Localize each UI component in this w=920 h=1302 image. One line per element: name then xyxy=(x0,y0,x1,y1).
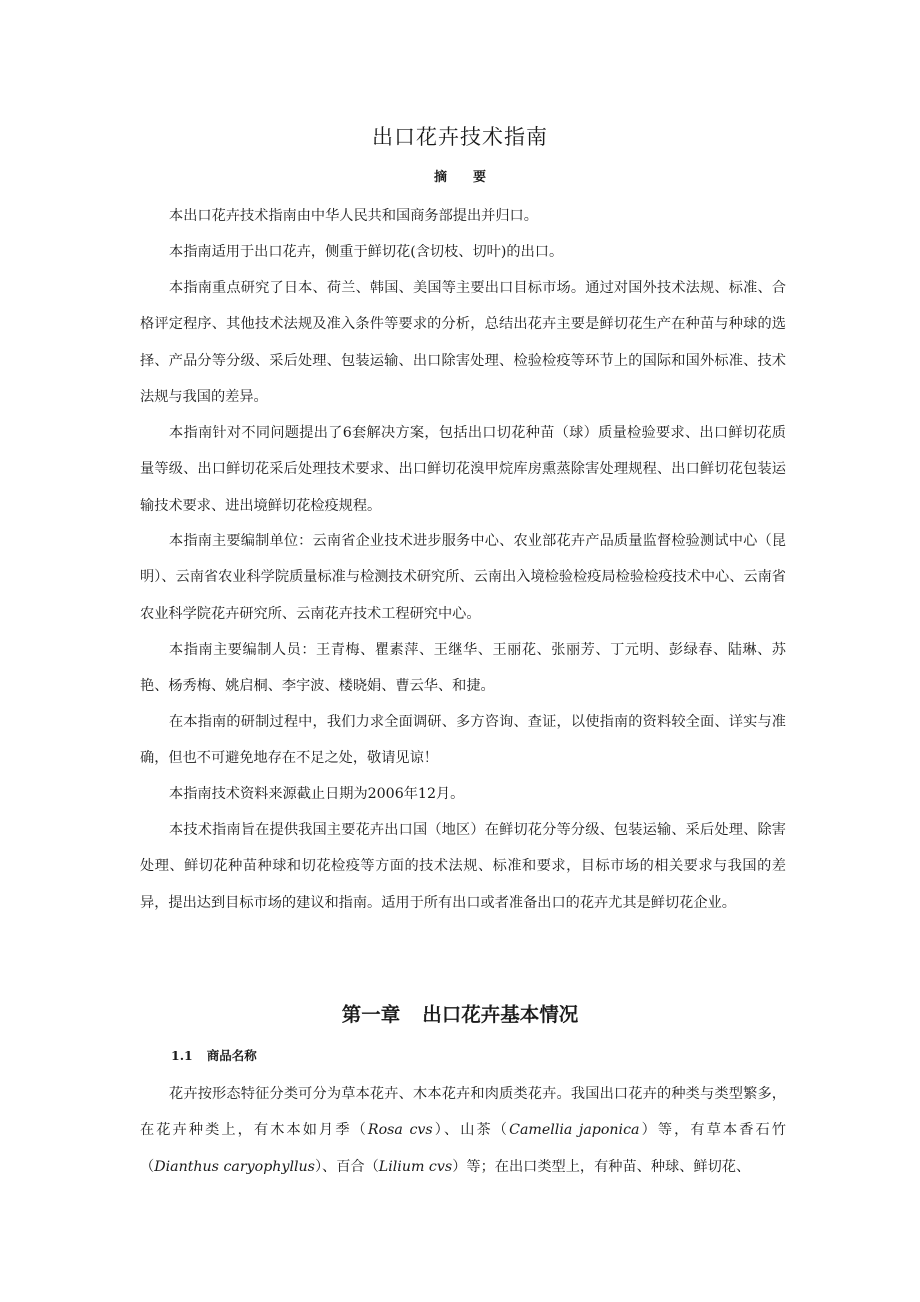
paragraph: 在本指南的研制过程中，我们力求全面调研、多方咨询、查证，以使指南的资料较全面、详实与准确，但也不可避免地存在不足之处，敬请见谅！ xyxy=(140,714,786,767)
species-name: Lilium cvs xyxy=(378,1158,453,1175)
paragraph: 本指南主要编制单位：云南省企业技术进步服务中心、农业部花卉产品质量监督检验测试中心（昆明）、云南省农业科学院质量标准与检测技术研究所、云南出入境检验检疫局检验检疫技术中心、云南省农业科学院花卉研究所、云南花卉技术工程研究中心。 xyxy=(140,533,786,622)
section-number: 1.1 xyxy=(171,1048,193,1063)
chapter-title xyxy=(0,998,920,1032)
paragraph: 本指南针对不同问题提出了6套解决方案，包括出口切花种苗（球）质量检验要求、出口鲜切花质量等级、出口鲜切花采后处理技术要求、出口鲜切花溴甲烷库房熏蒸除害处理规程、出口鲜切花包装运输技术要求、进出境鲜切花检疫规程。 xyxy=(140,425,786,514)
paragraph: 本指南重点研究了日本、荷兰、韩国、美国等主要出口目标市场。通过对国外技术法规、标准、合格评定程序、其他技术法规及准入条件等要求的分析，总结出花卉主要是鲜切花生产在种苗与种球的选择、产品分等分级、采后处理、包装运输、出口除害处理、检验检疫等环节上的国际和国外标准、技术法规与我国的差异。 xyxy=(140,280,786,406)
section-paragraph-intro: 花卉按形态特征分类可分为草本花卉、木本花卉和肉质类花卉。我国出口花卉的种类与类型繁多，在花卉种类上，有木本如月季（ xyxy=(140,1086,786,1139)
section-paragraph-text: ）、百合（ xyxy=(314,1158,379,1175)
chapter-number: 第一章 xyxy=(341,1003,401,1026)
paragraph: 本指南技术资料来源截止日期为2006年12月。 xyxy=(169,786,465,802)
paragraph: 本出口花卉技术指南由中华人民共和国商务部提出并归口。 xyxy=(169,208,538,224)
species-name: Dianthus caryophyllus xyxy=(154,1158,315,1175)
paragraph: 本指南适用于出口花卉，侧重于鲜切花(含切枝、切叶)的出口。 xyxy=(169,244,564,260)
section-name: 商品名称 xyxy=(206,1048,257,1063)
abstract-heading-part-1: 摘 xyxy=(433,170,447,185)
section-paragraph-text: ）等；在出口类型上，有种苗、种球、鲜切花、 xyxy=(452,1158,751,1175)
species-name: Camellia japonica xyxy=(509,1122,640,1139)
section-paragraph-text: ）、山茶（ xyxy=(432,1122,510,1139)
section-title xyxy=(171,1046,257,1066)
document-title: 出口花卉技术指南 xyxy=(372,125,548,149)
section-paragraph-text: ）等，有草本香石竹（ xyxy=(140,1122,786,1175)
species-name: Rosa cvs xyxy=(367,1122,433,1139)
abstract-heading-part-2: 要 xyxy=(473,170,487,185)
abstract-heading xyxy=(0,168,920,188)
paragraph: 本指南主要编制人员：王青梅、瞿素萍、王继华、王丽花、张丽芳、丁元明、彭绿春、陆琳、苏艳、杨秀梅、姚启桐、李宇波、楼晓娟、曹云华、和捷。 xyxy=(140,642,786,695)
paragraph: 本技术指南旨在提供我国主要花卉出口国（地区）在鲜切花分等分级、包装运输、采后处理、除害处理、鲜切花种苗种球和切花检疫等方面的技术法规、标准和要求，目标市场的相关要求与我国的差异，提出达到目标市场的建议和指南。适用于所有出口或者准备出口的花卉尤其是鲜切花企业。 xyxy=(140,822,786,911)
chapter-name: 出口花卉基本情况 xyxy=(422,1003,579,1026)
section-paragraph xyxy=(140,1076,786,1185)
